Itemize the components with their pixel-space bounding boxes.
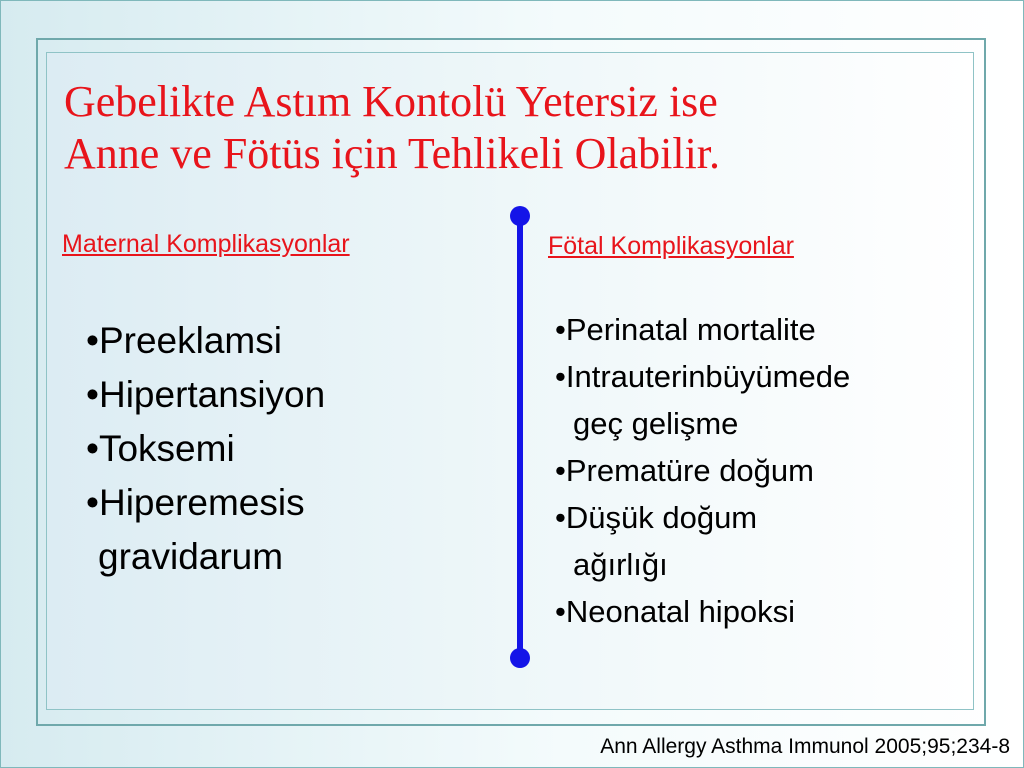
list-item-continuation: ağırlığı	[573, 547, 668, 582]
list-item-continuation: geç gelişme	[573, 406, 739, 441]
list-item-continuation: gravidarum	[98, 536, 284, 577]
list-item: • Prematüre doğum	[555, 447, 850, 494]
maternal-heading: Maternal Komplikasyonlar	[62, 230, 350, 258]
divider-top-dot	[510, 206, 530, 226]
slide-title	[64, 76, 964, 180]
fetal-heading: Fötal Komplikasyonlar	[548, 232, 794, 260]
list-item: • Preeklamsi	[86, 314, 325, 368]
fetal-list	[555, 306, 850, 635]
list-item: • Perinatal mortalite	[555, 306, 850, 353]
list-item: • Hiperemesis	[86, 476, 325, 530]
maternal-list	[86, 314, 325, 584]
citation: Ann Allergy Asthma Immunol 2005;95;234-8	[600, 735, 1010, 758]
slide-title-line-1: Gebelikte Astım Kontolü Yetersiz ise	[64, 77, 718, 126]
divider-line	[517, 214, 523, 658]
divider-bottom-dot	[510, 648, 530, 668]
list-item: • Neonatal hipoksi	[555, 588, 850, 635]
list-item: • Intrauterinbüyümede	[555, 353, 850, 400]
list-item: • Toksemi	[86, 422, 325, 476]
list-item: • Hipertansiyon	[86, 368, 325, 422]
column-divider	[514, 206, 526, 666]
slide-title-line-2: Anne ve Fötüs için Tehlikeli Olabilir.	[64, 129, 721, 178]
list-item: • Düşük doğum	[555, 494, 850, 541]
